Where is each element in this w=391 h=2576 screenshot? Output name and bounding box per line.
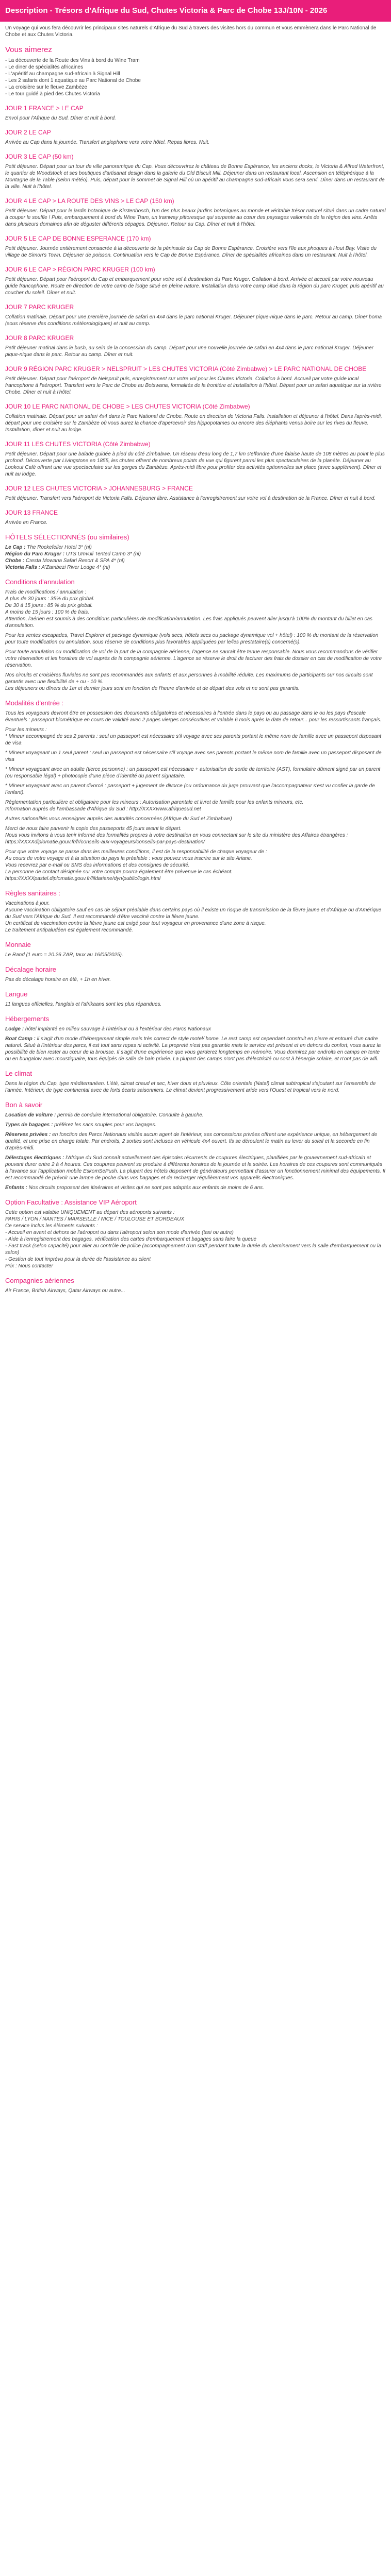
- day-heading: JOUR 6 LE CAP > RÉGION PARC KRUGER (100 km): [5, 266, 155, 273]
- sanitaires-heading: Règles sanitaires :: [5, 889, 60, 897]
- bonasavoir-label: Enfants :: [5, 1185, 27, 1191]
- bonasavoir-text: l'Afrique du Sud connaît actuellement des épisodes récurrents de coupures électriques, planifiées par le gouvernement sud-africain et pouvant durer entre 2 à 4 heures. Ces coupures peuvent se produire à différents horaires de la journée et la soirée. Les horaires de ces coupures sont communiqués à l'avance sur l'application mobile EskomSePush. La plupart des hôtels disposent de générateurs permettant d'assurer un fonctionnement minimal des équipements. Il est recommandé de prévoir une lampe de poche dans vos bagages et de recharger régulièrement vos appareils électroniques.: [5, 1155, 385, 1181]
- list-item: - La découverte de la Route des Vins à bord du Wine Tram: [5, 58, 140, 63]
- day-heading: JOUR 7 PARC KRUGER: [5, 303, 74, 311]
- hotel-value: A'Zambezi River Lodge 4* (nl): [40, 565, 110, 570]
- monnaie-text: Le Rand (1 euro = 20.26 ZAR, taux au 16/05/2025).: [5, 952, 123, 958]
- bonasavoir-text: préférez les sacs souples pour vos bagages.: [53, 1122, 157, 1128]
- conditions-block: [5, 589, 386, 692]
- day-heading: JOUR 4 LE CAP > LA ROUTE DES VINS > LE CAP (150 km): [5, 197, 174, 205]
- monnaie-heading: Monnaie: [5, 941, 31, 948]
- formalites-text: * Mineur voyageant avec un adulte (tierce personne) : un passeport est nécessaire + autorisation de sortie de territoire (AST), formulaire dûment signé par un parent (ou responsable légal) + photocopie d'une pièce d'identité du parent signataire.: [5, 767, 381, 779]
- hebergements-heading: Hébergements: [5, 1015, 50, 1023]
- bonasavoir-label: Délestages électriques :: [5, 1155, 64, 1161]
- day-text: Petit déjeuner matinal dans le bush, au sein de la concession du camp. Départ pour une nouvelle journée de safari en 4x4 dans le parc national Kruger. Déjeuner pique-nique dans le parc. Retour au camp. Dîner et nuit.: [5, 345, 373, 358]
- hotel-line: [5, 551, 386, 557]
- day-heading: JOUR 13 FRANCE: [5, 509, 58, 516]
- bonasavoir-text: permis de conduire international obligatoire. Conduite à gauche.: [56, 1112, 204, 1118]
- formalites-heading: Modalités d'entrée :: [5, 699, 64, 707]
- list-item: - La croisière sur le fleuve Zambèze: [5, 84, 87, 90]
- conditions-text: Pour toute annulation ou modification de vol de la part de la compagnie aérienne, l'agence ne saurait être tenue responsable. Nous vous recommandons de vérifier votre réservation et les horaires de vol auprès de la compagnie aérienne. L'agence se réserve le droit de facturer des frais de dossier en cas de modification de votre réservation.: [5, 649, 382, 668]
- day-text: Petit déjeuner. Départ pour l'aéroport du Cap et embarquement pour votre vol à destination du Parc Kruger. Collation à bord. Arrivée et accueil par votre nouveau guide francophone. Route en direction de votre camp de lodge situé en pleine nature. Installation dans votre camp situé dans la région du parc Kruger, puis apéritif au coucher du soleil. Dîner et nuit.: [5, 277, 384, 296]
- formalites-text: Autres nationalités vous renseigner auprès des autorités concernées (Afrique du Sud et Zimbabwe): [5, 816, 232, 822]
- day-heading: JOUR 3 LE CAP (50 km): [5, 153, 74, 160]
- bonasavoir-line: [5, 1112, 386, 1118]
- bonasavoir-heading: Bon à savoir: [5, 1101, 43, 1109]
- day-text: Petit déjeuner. Départ pour une balade guidée à pied du côté Zimbabwe. Un réseau d'eau long de 1,7 km s'effondre d'une falaise haute de 108 mètres au point le plus profond. Découverte par Livingstone en 1855, les chutes offrent de nombreux points de vue qui figurent parmi les plus spectaculaires de la planète. Déjeuner au Lookout Café offrant une vue spectaculaire sur les gorges du Zambèze. Après-midi libre pour profiter des activités optionnelles sur place (avec supplément). Dîner et nuit au lodge.: [5, 451, 385, 477]
- conditions-text: Nos circuits et croisières fluviales ne sont pas recommandés aux enfants et aux personnes à mobilité réduite. Les maximums de participants sur nos circuits sont garantis avec une flexibilité de + ou - 10 %. Les déjeuners ou dîners du 1er et dernier jours sont en fonction de l'heure d'arrivée et de départ des vols et ne sont pas garantis.: [5, 672, 373, 691]
- list-item: - Le diner de spécialités africaines: [5, 64, 84, 70]
- day-heading: JOUR 10 LE PARC NATIONAL DE CHOBE > LES CHUTES VICTORIA (Côté Zimbabwe): [5, 403, 250, 410]
- hotel-line: [5, 544, 386, 551]
- itinerary: [5, 105, 386, 1294]
- highlights-list: [5, 57, 386, 97]
- compagnies-text: Air France, British Airways, Qatar Airways ou autre...: [5, 1288, 125, 1294]
- day-heading: JOUR 1 FRANCE > LE CAP: [5, 105, 84, 112]
- list-item: - Les 2 safaris dont 1 aquatique au Parc National de Chobe: [5, 78, 141, 83]
- bonasavoir-line: [5, 1131, 386, 1151]
- bonasavoir-text: Nos circuits proposent des itinéraires et visites qui ne sont pas adaptés aux enfants de moins de 6 ans.: [27, 1185, 264, 1191]
- hebergement-text: hôtel implanté en milieu sauvage à l'intérieur ou à l'extérieur des Parcs Nationaux: [24, 1026, 211, 1032]
- bonasavoir-text: en fonction des Parcs Nationaux visités aucun agent de l'intérieur, ses concessions privées offrent une expérience unique, en hébergement de qualité, et une prise en charge totale. Par endroits, 2 sorties sont incluses en véhicule 4x4 ouvert. Ils se déroulent le matin au lever du soleil et la seconde en fin d'après-midi.: [5, 1132, 378, 1151]
- decalage-heading: Décalage horaire: [5, 965, 57, 973]
- compagnies-heading: Compagnies aériennes: [5, 1277, 74, 1284]
- hotel-value: Cresta Mowana Safari Resort & SPA 4* (nl): [24, 558, 125, 564]
- intro-text: Un voyage qui vous fera découvrir les principaux sites naturels d'Afrique du Sud à travers des visites hors du commun et vous emmènera dans le Parc National de Chobe et aux Chutes Victoria.: [5, 25, 377, 38]
- hebergement-label: Lodge :: [5, 1026, 24, 1032]
- hotel-label: Région du Parc Kruger :: [5, 551, 65, 557]
- day-text: Petit déjeuner. Départ pour un tour de ville panoramique du Cap. Vous découvrirez le château de Bonne Espérance, les anciens docks, le Victoria & Alfred Waterfront, le quartier de Woodstock et ses boutiques d'artisanat design dans la galerie du Old Biscuit Mill. Déjeuner dans un restaurant local. Ascension en téléphérique à la Montagne de la Table (selon météo). Puis, départ pour le sommet de Signal Hill où un apéritif au champagne sud-africain vous sera servi. Dîner dans un restaurant de la ville. Nuit à l'hôtel.: [5, 164, 385, 190]
- bonasavoir-line: [5, 1184, 386, 1191]
- day-text: Arrivée en France.: [5, 520, 48, 526]
- conditions-text: Frais de modifications / annulation : A plus de 30 jours : 35% du prix global. De 30 à 15 jours : 85 % du prix global. A moins de 15 jours : 100 % de frais. Attention, l'aérien est soumis à des conditions particulières de modification/annulation. Les frais appliqués peuvent aller jusqu'à 100% du montant du billet en cas d'annulation.: [5, 589, 373, 629]
- formalites-text: Pour les mineurs : * Mineur accompagné de ses 2 parents : seul un passeport est nécessaire s'il voyage avec ses parents portant le même nom de famille avec un passeport disposant de visa: [5, 727, 381, 746]
- decalage-text: Pas de décalage horaire en été, + 1h en hiver.: [5, 977, 111, 982]
- day-text: Envol pour l'Afrique du Sud. Dîner et nuit à bord.: [5, 115, 116, 121]
- hotel-value: UTS Umvuli Tented Camp 3* (nl): [64, 551, 141, 557]
- hebergements-block: [5, 1026, 386, 1062]
- hotel-line: [5, 564, 386, 571]
- bonasavoir-line: [5, 1122, 386, 1128]
- day-heading: JOUR 5 LE CAP DE BONNE ESPERANCE (170 km): [5, 235, 151, 242]
- hebergement-line: [5, 1026, 386, 1032]
- formalites-text: * Mineur voyageant un 1 seul parent : seul un passeport est nécessaire s'il voyage avec ses parents portant le même nom de famille avec un passeport disposant de visa: [5, 750, 382, 762]
- day-heading: JOUR 11 LES CHUTES VICTORIA (Côté Zimbabwe): [5, 440, 151, 448]
- bonasavoir-label: Types de bagages :: [5, 1122, 53, 1128]
- hotel-line: [5, 557, 386, 564]
- day-heading: JOUR 8 PARC KRUGER: [5, 334, 74, 342]
- day-text: Petit déjeuner. Transfert vers l'aéroport de Victoria Falls. Déjeuner libre. Assistance à l'enregistrement sur votre vol à destination de la France. Dîner et nuit à bord.: [5, 496, 376, 501]
- hebergement-text: il s'agit d'un mode d'hébergement simple mais très correct de style motel/ home. Le rest camp est cependant construit en pierre et entouré d'un cadre naturel. Situé à l'intérieur des parcs, il est tout sans repas ni activité. La propreté n'est pas garantie mais le service est présent et en dehors du confort, vous aurez la possibilité de bien rester au cœur de la brousse. Il s'agit d'une expérience que vous garderez longtemps en mémoire. Vous dormirez par endroits en camps en tente ou en bungalow avec moustiquaire, tous équipés de salle de bain privée. La plupart des camps n'ont pas d'électricité ou sont à l'énergie solaire, et n'ont pas de wifi.: [5, 1036, 381, 1062]
- formalites-block: [5, 710, 386, 882]
- climat-text: Dans la région du Cap, type méditerranéen. L'été, climat chaud et sec, hiver doux et pluvieux. Côte orientale (Natal) climat subtropical s'ajoutant sur l'ensemble de l'année. Intérieur, de type continental avec de forts écarts saisonniers. Le climat devient progressivement aride vers l'Ouest et tropical vers le nord.: [5, 1081, 376, 1093]
- hotel-label: Le Cap :: [5, 545, 26, 550]
- option-text: Cette option est valable UNIQUEMENT au départ des aéroports suivants : PARIS / LYON / NANTES / MARSEILLE / NICE / TOULOUSE ET BORDEAUX Ce service inclus les éléments suivants : - Accueil en avant et dehors de l'aéroport ou dans l'aéroport selon son mode d'arrivée (taxi ou autre) - Aide à l'enregistrement des bagages, vérification des cartes d'embarquement et bagages sans faire la queue - Fast track (selon capacité) pour aller au contrôle de police (accompagnement d'un staff pendant toute la durée du cheminement vers la salle d'embarquement ou la salon) - Gestion de tout imprévu pour la durée de l'assistance au client Prix : Nous contacter: [5, 1210, 381, 1269]
- day-text: Petit déjeuner. Départ pour le jardin botanique de Kirstenbosch, l'un des plus beaux jardins botaniques au monde et véritable trésor naturel situé dans un cadre naturel à couper le souffle ! Puis, embarquement à bord du Wine Tram, un tramway pittoresque qui serpente au cœur des paysages vallonnés de la région des vins. Arrêts dans plusieurs domaines afin de déguster différents cépages. Déjeuner. Retour au Cap. Dîner et nuit à l'hôtel.: [5, 208, 386, 227]
- conditions-text: Pour les ventes escapades, Travel Explorer et package dynamique (vols secs, hôtels secs ou package dynamique vol + hôtel) : 100 % du montant de la réservation pour toute modification ou annulation, sous réserve de conditions plus favorables appliquées par le/les prestataire(s) concerné(s).: [5, 633, 379, 645]
- conditions-heading: Conditions d'annulation: [5, 578, 75, 586]
- list-item: - L'apéritif au champagne sud-africain à Signal Hill: [5, 71, 120, 77]
- bonasavoir-label: Location de voiture :: [5, 1112, 56, 1118]
- day-text: Collation matinale. Départ pour un safari 4x4 dans le Parc National de Chobe. Route en direction de Victoria Falls. Installation et déjeuner à l'hôtel. Dans l'après-midi, départ pour une croisière sur le Zambèze où vous aurez la chance d'apercevoir des hippopotames ou encore des éléphants venus boire sur les rives du fleuve. Installation, dîner et nuit au lodge.: [5, 414, 382, 433]
- day-text: Arrivée au Cap dans la journée. Transfert anglophone vers votre hôtel. Repas libres. Nuit.: [5, 140, 210, 145]
- content: [0, 22, 391, 1315]
- formalites-text: Pour que votre voyage se passe dans les meilleures conditions, il est de la responsabilité de chaque voyageur de : Au cours de votre voyage et à la situation du pays la préalable : vous pouvez vous inscrire sur le site Ariane. Vous recevrez par e-mail ou SMS des informations et des consignes de sécurité. La personne de contact désignée sur votre compte pourra également être prévenue le cas échéant. https://XXXXpastel.diplomatie.gouv.fr/fildariane/dyn/public/login.html: [5, 849, 267, 882]
- hotels-heading: HÔTELS SÉLECTIONNÉS (ou similaires): [5, 533, 129, 541]
- day-heading: JOUR 9 RÉGION PARC KRUGER > NELSPRUIT > LES CHUTES VICTORIA (Côté Zimbabwe) > LE PARC NATIONAL DE CHOBE: [5, 365, 367, 372]
- page-title: Description - Trésors d'Afrique du Sud, Chutes Victoria & Parc de Chobe 13J/10N - 2026: [0, 0, 391, 22]
- sanitaires-text: Vaccinations à jour. Aucune vaccination obligatoire sauf en cas de séjour préalable dans certains pays où il existe un risque de transmission de la fièvre jaune et d'Afrique ou d'Amérique du Sud vers l'Afrique du Sud. Il est recommandé d'être vacciné contre la fièvre jaune. Un certificat de vaccination contre la fièvre jaune est exigé pour tout voyageur en provenance d'une zone à risque. Le traitement antipaludéen est également recommandé.: [5, 901, 382, 933]
- bonasavoir-block: [5, 1112, 386, 1191]
- formalites-text: * Mineur voyageant avec un parent divorcé : passeport + jugement de divorce (ou ordonnance du juge prouvant que l'accompagnateur s'est vu confier la garde de l'enfant).: [5, 783, 375, 795]
- formalites-text: Règlementation particulière et obligatoire pour les mineurs : Autorisation parentale et livret de famille pour les enfants mineurs, etc. Information auprès de l'ambassade d'Afrique du Sud : http://XXXXwww.afriquesud.net: [5, 800, 304, 812]
- day-heading: JOUR 12 LES CHUTES VICTORIA > JOHANNESBURG > FRANCE: [5, 485, 193, 492]
- hebergement-line: [5, 1036, 386, 1062]
- formalites-text: Tous les voyageurs devront être en possession des documents obligatoires et nécessaires à l'entrée dans le pays ou au passage dans le ou les pays d'escale éventuels : passeport biométrique en cours de validité avec 2 pages vierges consécutives et valable 6 mois après la date de retour... pour les ressortissants français.: [5, 710, 382, 723]
- day-text: Collation matinale. Départ pour une première journée de safari en 4x4 dans le parc national Kruger. Déjeuner pique-nique dans le parc. Retour au camp. Dîner boma (sous réserve des conditions météorologiques) et nuit au camp.: [5, 314, 382, 327]
- langue-text: 11 langues officielles, l'anglais et l'afrikaans sont les plus répandues.: [5, 1002, 162, 1007]
- bonasavoir-line: [5, 1155, 386, 1181]
- sanitaires-block: [5, 900, 386, 934]
- hotel-value: The Rockefeller Hotel 3* (nl): [25, 545, 92, 550]
- list-item: - Le tour guidé à pied des Chutes Victoria: [5, 91, 100, 97]
- formalites-text: Merci de nous faire parvenir la copie des passeports 45 jours avant le départ. Nous vous invitons à vous tenir informé des formalités propres à votre destination en vous connectant sur le site du ministère des Affaires étrangères : https://XXXXdiplomatie.gouv.fr/fr/conseils-aux-voyageurs/conseils-par-pays-destination/: [5, 826, 348, 845]
- climat-heading: Le climat: [5, 1070, 32, 1077]
- hebergement-label: Boat Camp :: [5, 1036, 36, 1042]
- hotel-label: Victoria Falls :: [5, 565, 40, 570]
- bonasavoir-label: Réserves privées :: [5, 1132, 51, 1138]
- day-text: Petit déjeuner. Journée entièrement consacrée à la découverte de la péninsule du Cap de Bonne Espérance. Croisière vers l'île aux phoques à Hout Bay. Visite du village de Simon's Town. Déjeuner de poisson. Continuation vers le Cap de Bonne Espérance. Dîner de spécialités africaines dans un restaurant. Nuit à l'hôtel.: [5, 246, 377, 258]
- highlights-heading: Vous aimerez: [5, 45, 52, 54]
- day-text: Petit déjeuner. Départ pour l'aéroport de Nelspruit puis, enregistrement sur votre vol pour les Chutes Victoria. Collation à bord. Accueil par votre guide local francophone à l'aéroport. Transfert vers le Parc de Chobe au Botswana, formalités de la frontière et installation à l'hôtel. Départ pour un safari aquatique sur la rivière Chobe. Dîner et nuit à l'hôtel.: [5, 376, 382, 395]
- option-heading: Option Facultative : Assistance VIP Aéroport: [5, 1198, 137, 1206]
- day-heading: JOUR 2 LE CAP: [5, 129, 51, 136]
- langue-heading: Langue: [5, 990, 28, 998]
- hotel-label: Chobe :: [5, 558, 25, 564]
